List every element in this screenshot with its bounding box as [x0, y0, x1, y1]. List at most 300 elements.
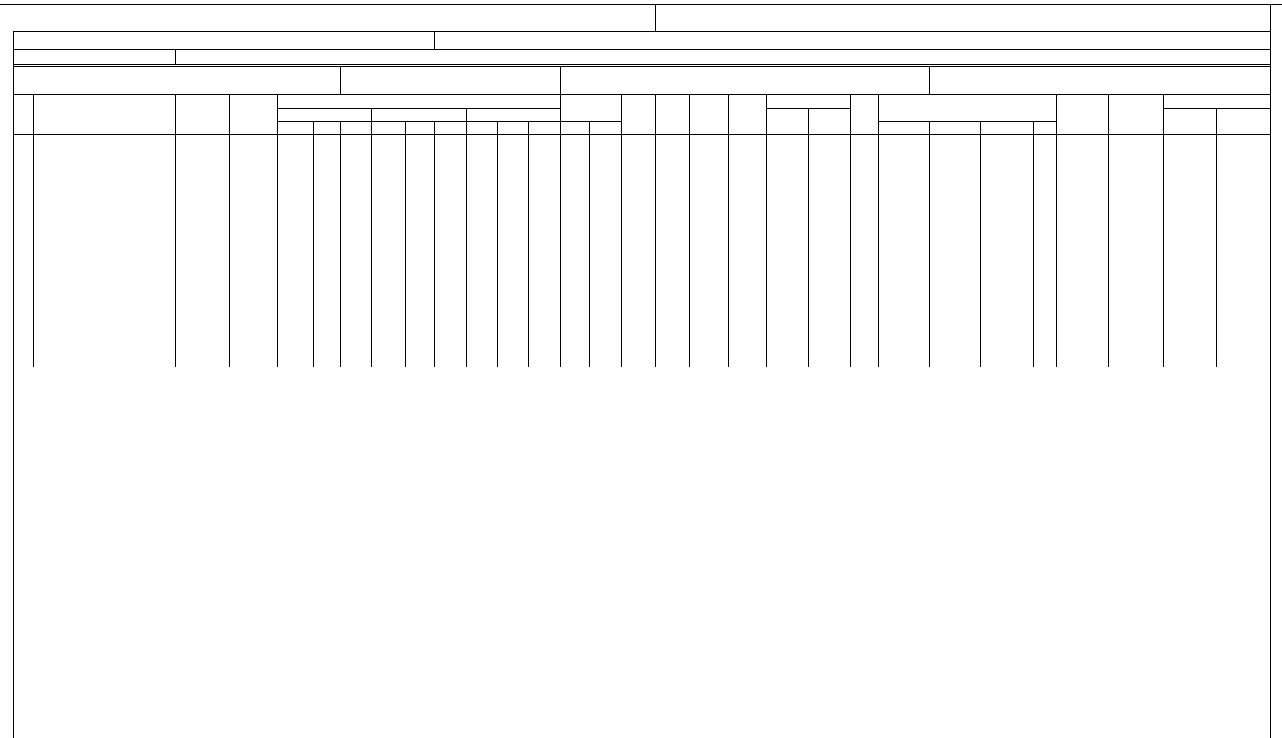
cell-pts [229, 305, 277, 321]
cell-tl [277, 258, 313, 274]
cell-tcv [929, 258, 980, 274]
cell-ti [878, 289, 929, 305]
cell-min [175, 274, 229, 290]
cell-lp [528, 165, 560, 181]
cell-fp [766, 165, 808, 181]
cell-ll [466, 181, 497, 197]
cell-dp [434, 243, 466, 259]
cell-pts [229, 196, 277, 212]
header-def [589, 121, 621, 134]
cell-pro [1108, 165, 1163, 181]
cell-lp [528, 258, 560, 274]
header-dp [434, 121, 466, 134]
cell-dl [371, 305, 405, 321]
cell-per [689, 274, 728, 290]
cell-val [1056, 305, 1108, 321]
cell-lc [497, 289, 528, 305]
cell-pro [1108, 134, 1163, 150]
cell-con [1163, 181, 1216, 197]
player-name [33, 181, 175, 197]
cell-fr [808, 165, 850, 181]
cell-dp [434, 212, 466, 228]
cell-rd [589, 305, 621, 321]
cell-tl [277, 243, 313, 259]
cell-lc [497, 196, 528, 212]
header-lp [528, 121, 560, 134]
cell-pts [229, 165, 277, 181]
cell-rec [728, 212, 766, 228]
cell-pts [229, 274, 277, 290]
cell-asi [655, 243, 689, 259]
cell-asi [655, 181, 689, 197]
cell-asi [655, 289, 689, 305]
cell-lc [497, 274, 528, 290]
cell-val [1056, 243, 1108, 259]
cell-fp [766, 243, 808, 259]
cell-dl [371, 150, 405, 166]
cell-min [175, 165, 229, 181]
team-name-left [13, 66, 277, 94]
cell-n2 [850, 165, 878, 181]
header-puntos-group [1163, 94, 1270, 108]
player-name [33, 243, 175, 259]
cell-rd [589, 227, 621, 243]
cell-ro [560, 305, 589, 321]
cell-fr [808, 258, 850, 274]
cell-tc [313, 243, 340, 259]
cell-lp [528, 150, 560, 166]
cell-tcv [929, 181, 980, 197]
cell-con [1163, 258, 1216, 274]
header-lanzamientos [277, 94, 560, 108]
team-posesiones [420, 66, 466, 94]
grid-line [929, 66, 930, 94]
cell-dp [434, 305, 466, 321]
cell-ll [466, 274, 497, 290]
cell-fr [808, 227, 850, 243]
cell-seg [1216, 305, 1270, 321]
cell-per [689, 165, 728, 181]
cell-tc [313, 305, 340, 321]
header-no [13, 94, 33, 134]
header-dl [371, 121, 405, 134]
cell-rd [589, 181, 621, 197]
cell-ti [878, 196, 929, 212]
player-name [33, 150, 175, 166]
cell-per [689, 181, 728, 197]
cell-fp [766, 212, 808, 228]
cell-rd [589, 243, 621, 259]
cell-tap [621, 289, 655, 305]
cell-dc [405, 150, 434, 166]
cell-asi [655, 258, 689, 274]
header-tc [313, 121, 340, 134]
cell-asi [655, 196, 689, 212]
cell-fp [766, 305, 808, 321]
cell-tpc [980, 134, 1033, 150]
cell-pro [1108, 289, 1163, 305]
cell-con [1163, 212, 1216, 228]
cell-tap [621, 181, 655, 197]
cell-lp [528, 212, 560, 228]
cell-fp [766, 181, 808, 197]
cell-n3 [1033, 134, 1056, 150]
cell-pro [1108, 258, 1163, 274]
player-name [33, 289, 175, 305]
header-tiro-para [878, 94, 1056, 121]
cell-rec [728, 258, 766, 274]
cell-seg [1216, 274, 1270, 290]
cell-per [689, 289, 728, 305]
cell-ro [560, 289, 589, 305]
cell-tl [277, 274, 313, 290]
cell-rec [728, 289, 766, 305]
header-tp [340, 121, 371, 134]
cell-tl [277, 196, 313, 212]
cell-fp [766, 289, 808, 305]
cell-ro [560, 165, 589, 181]
cell-dl [371, 227, 405, 243]
cell-tl [277, 212, 313, 228]
cell-tp [340, 305, 371, 321]
cell-tcv [929, 212, 980, 228]
cell-ro [560, 150, 589, 166]
cell-per [689, 258, 728, 274]
cell-dp [434, 196, 466, 212]
cell-dc [405, 134, 434, 150]
cell-n3 [1033, 165, 1056, 181]
cell-rec [728, 150, 766, 166]
cell-val [1056, 134, 1108, 150]
cell-tap [621, 134, 655, 150]
cell-ti [878, 258, 929, 274]
cell-ll [466, 165, 497, 181]
header-asis [655, 94, 689, 134]
cell-ti [878, 212, 929, 228]
cell-dl [371, 243, 405, 259]
cell-fr [808, 134, 850, 150]
cell-ti [878, 181, 929, 197]
cell-tpc [980, 181, 1033, 197]
cell-dc [405, 196, 434, 212]
cell-pro [1108, 243, 1163, 259]
header-rebotes [560, 94, 621, 121]
cell-ro [560, 181, 589, 197]
cell-asi [655, 165, 689, 181]
header-ofe [560, 121, 589, 134]
cell-con [1163, 305, 1216, 321]
header-contra [1163, 108, 1216, 134]
header-triples [277, 108, 371, 121]
cell-seg [1216, 227, 1270, 243]
cell-seg [1216, 212, 1270, 228]
header-nombre [33, 94, 175, 134]
cell-fp [766, 134, 808, 150]
header-tl [277, 121, 313, 134]
cell-tl [277, 134, 313, 150]
cell-lc [497, 150, 528, 166]
cell-lc [497, 181, 528, 197]
cell-rd [589, 212, 621, 228]
cell-min [175, 181, 229, 197]
cell-tp [340, 165, 371, 181]
cell-val [1056, 227, 1108, 243]
cell-lc [497, 305, 528, 321]
cell-rd [589, 274, 621, 290]
cell-tl [277, 181, 313, 197]
header-no-3 [1033, 121, 1056, 134]
header-recu [728, 94, 766, 134]
header-tap [621, 94, 655, 134]
cell-lp [528, 289, 560, 305]
cell-fr [808, 243, 850, 259]
cell-tl [277, 305, 313, 321]
cell-con [1163, 274, 1216, 290]
cell-tp [340, 150, 371, 166]
cell-con [1163, 150, 1216, 166]
header-dc [405, 121, 434, 134]
player-name [33, 134, 175, 150]
cell-lp [528, 181, 560, 197]
cell-dl [371, 289, 405, 305]
cell-lp [528, 227, 560, 243]
cell-tpc [980, 289, 1033, 305]
cell-rd [589, 258, 621, 274]
cell-min [175, 305, 229, 321]
cell-tp [340, 227, 371, 243]
cell-ro [560, 212, 589, 228]
cell-tc [313, 165, 340, 181]
header-int [878, 121, 929, 134]
cell-n2 [850, 212, 878, 228]
cell-pro [1108, 196, 1163, 212]
header-perd [689, 94, 728, 134]
cell-fp [766, 274, 808, 290]
cell-ti [878, 227, 929, 243]
cell-dp [434, 181, 466, 197]
cell-dp [434, 150, 466, 166]
cell-ro [560, 258, 589, 274]
cell-min [175, 227, 229, 243]
cell-val [1056, 274, 1108, 290]
cell-tap [621, 243, 655, 259]
cell-tp [340, 274, 371, 290]
cell-n2 [850, 227, 878, 243]
cell-pts [229, 134, 277, 150]
cell-rec [728, 274, 766, 290]
cell-per [689, 196, 728, 212]
cell-tcv [929, 274, 980, 290]
cell-min [175, 258, 229, 274]
cell-ti [878, 165, 929, 181]
team-score [277, 66, 340, 94]
cell-n3 [1033, 212, 1056, 228]
cell-ti [878, 134, 929, 150]
cell-tp [340, 212, 371, 228]
cell-tap [621, 258, 655, 274]
cell-seg [1216, 196, 1270, 212]
cell-fr [808, 150, 850, 166]
cell-pro [1108, 305, 1163, 321]
cell-ti [878, 305, 929, 321]
cell-fp [766, 150, 808, 166]
cell-fr [808, 196, 850, 212]
cell-lc [497, 134, 528, 150]
cell-dp [434, 274, 466, 290]
header-pers [766, 108, 808, 134]
cell-n2 [850, 243, 878, 259]
header-recib [808, 108, 850, 134]
cell-tl [277, 289, 313, 305]
cell-rec [728, 181, 766, 197]
header-puntos [229, 94, 277, 134]
cell-rec [728, 165, 766, 181]
cell-con [1163, 165, 1216, 181]
header-valor [1056, 94, 1108, 134]
cell-dl [371, 196, 405, 212]
cell-dc [405, 165, 434, 181]
cell-ti [878, 274, 929, 290]
header-no-2 [850, 94, 878, 134]
cell-rec [728, 196, 766, 212]
cell-tap [621, 274, 655, 290]
cell-n2 [850, 289, 878, 305]
cell-val [1056, 165, 1108, 181]
cell-ll [466, 227, 497, 243]
header-minutos [175, 94, 229, 134]
phase-title [655, 4, 1270, 31]
cell-fr [808, 181, 850, 197]
cell-val [1056, 181, 1108, 197]
cell-min [175, 150, 229, 166]
cell-dl [371, 212, 405, 228]
cell-n3 [1033, 243, 1056, 259]
cell-lp [528, 134, 560, 150]
cell-per [689, 150, 728, 166]
cell-rec [728, 305, 766, 321]
cell-fp [766, 196, 808, 212]
cell-tc [313, 150, 340, 166]
cell-tc [313, 134, 340, 150]
cell-pro [1108, 227, 1163, 243]
cell-tp [340, 243, 371, 259]
cell-asi [655, 134, 689, 150]
header-ll [466, 121, 497, 134]
fecha-label [14, 31, 435, 49]
cell-dc [405, 258, 434, 274]
cell-fp [766, 258, 808, 274]
cell-lc [497, 212, 528, 228]
cell-rec [728, 134, 766, 150]
header-dobles [371, 108, 466, 121]
cell-dc [405, 289, 434, 305]
cell-n2 [850, 196, 878, 212]
cell-seg [1216, 258, 1270, 274]
cell-tpc [980, 150, 1033, 166]
cell-tcv [929, 150, 980, 166]
cell-dp [434, 289, 466, 305]
cell-ro [560, 196, 589, 212]
cell-tcv [929, 305, 980, 321]
cell-min [175, 289, 229, 305]
cell-pro [1108, 212, 1163, 228]
cell-pts [229, 181, 277, 197]
cell-tc [313, 212, 340, 228]
cell-tl [277, 165, 313, 181]
cell-dl [371, 181, 405, 197]
cell-pro [1108, 150, 1163, 166]
cell-n2 [850, 258, 878, 274]
cell-tpc [980, 196, 1033, 212]
cell-fr [808, 212, 850, 228]
cell-min [175, 243, 229, 259]
cell-n3 [1033, 274, 1056, 290]
cell-rd [589, 165, 621, 181]
cell-tpc [980, 274, 1033, 290]
cell-tc [313, 274, 340, 290]
observaciones-label [14, 49, 176, 64]
cell-val [1056, 150, 1108, 166]
cell-val [1056, 212, 1108, 228]
cell-dc [405, 227, 434, 243]
cell-dp [434, 165, 466, 181]
cell-n2 [850, 274, 878, 290]
cell-con [1163, 227, 1216, 243]
cell-val [1056, 196, 1108, 212]
cell-tpc [980, 258, 1033, 274]
cell-ll [466, 305, 497, 321]
cell-seg [1216, 150, 1270, 166]
cell-dp [434, 134, 466, 150]
cell-ll [466, 196, 497, 212]
cell-lc [497, 243, 528, 259]
cell-ro [560, 243, 589, 259]
cell-tcv [929, 243, 980, 259]
cell-n2 [850, 181, 878, 197]
cell-n3 [1033, 150, 1056, 166]
cell-tap [621, 150, 655, 166]
cell-tp [340, 258, 371, 274]
cell-dc [405, 274, 434, 290]
cell-min [175, 212, 229, 228]
cell-dc [405, 212, 434, 228]
cell-pts [229, 243, 277, 259]
cell-tc [313, 258, 340, 274]
cell-dl [371, 134, 405, 150]
cell-n3 [1033, 196, 1056, 212]
cell-ro [560, 274, 589, 290]
cell-n3 [1033, 181, 1056, 197]
cell-lc [497, 258, 528, 274]
posesiones-label [466, 66, 568, 94]
cell-lp [528, 274, 560, 290]
cell-tcv [929, 196, 980, 212]
header-2tiro [1216, 108, 1270, 134]
cell-tp [340, 196, 371, 212]
grid-line [1270, 94, 1271, 367]
cell-pts [229, 150, 277, 166]
cell-tpc [980, 305, 1033, 321]
cell-tpc [980, 165, 1033, 181]
cell-tpc [980, 243, 1033, 259]
cell-dl [371, 165, 405, 181]
cell-seg [1216, 165, 1270, 181]
cell-asi [655, 305, 689, 321]
cell-min [175, 134, 229, 150]
cell-con [1163, 289, 1216, 305]
player-name [33, 227, 175, 243]
cell-fr [808, 305, 850, 321]
